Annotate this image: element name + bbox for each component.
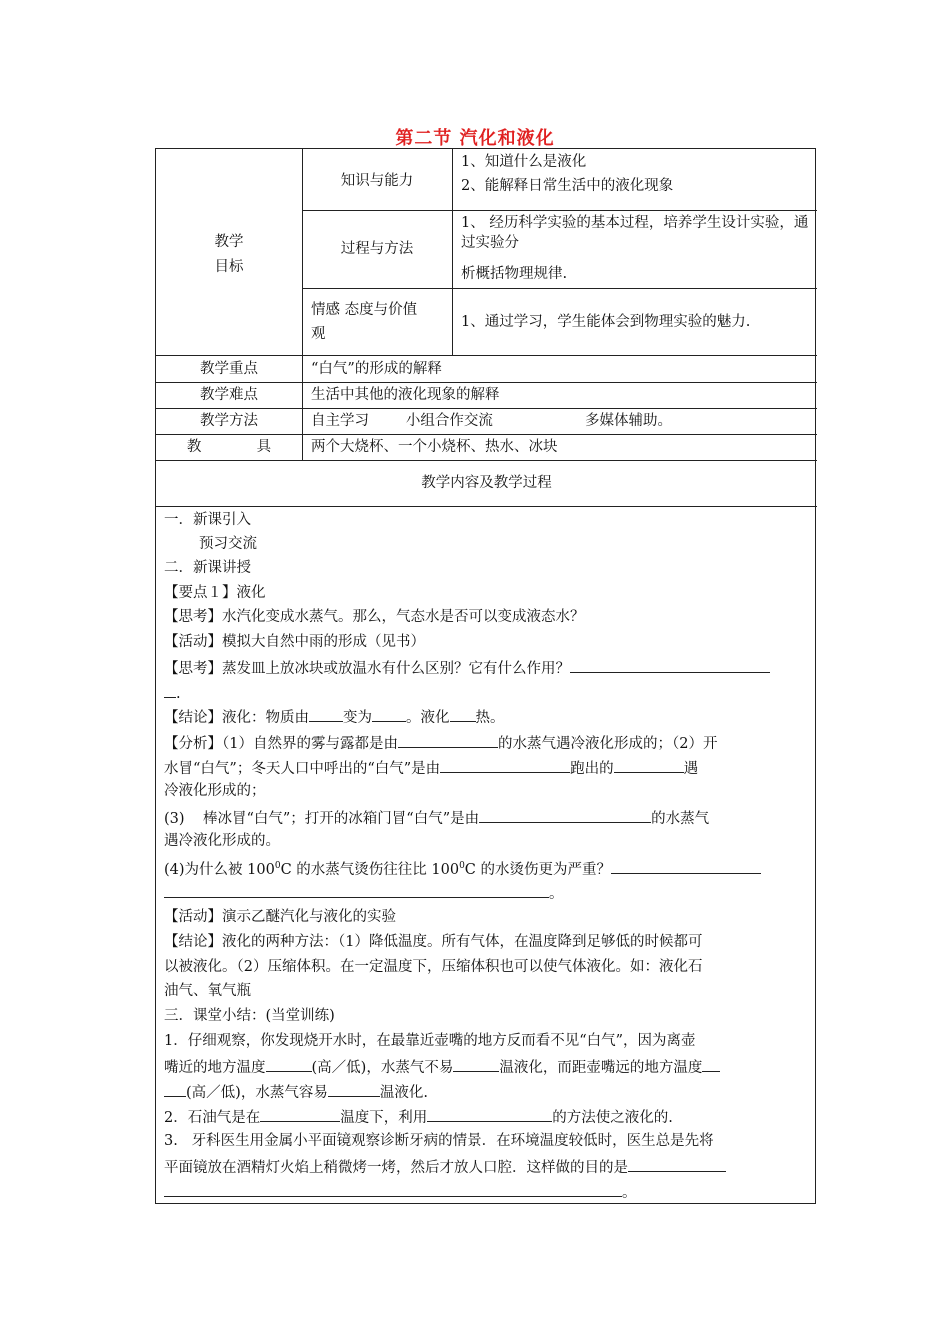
content-line <box>164 757 698 779</box>
content-line: 【结论】液化的两种方法：（1）降低温度。所有气体，在温度降到足够低的时候都可 <box>164 934 703 950</box>
knowledge-item-2: 2、能解释日常生活中的液化现象 <box>461 178 674 194</box>
content-line: 冷液化形成的； <box>164 783 266 799</box>
divider <box>156 382 817 383</box>
process-item: 1、 经历科学实验的基本过程，培养学生设计实验，通过实验分 <box>461 215 809 251</box>
knowledge-label: 知识与能力 <box>340 173 414 189</box>
content-text: 。 <box>622 1185 637 1201</box>
content-text: 的水蒸气遇冷液化形成的；（2）开 <box>497 736 718 752</box>
answer-blank[interactable] <box>164 1181 622 1197</box>
content-text: 。液化 <box>406 710 450 726</box>
answer-blank[interactable] <box>372 706 406 722</box>
content-line <box>164 732 717 754</box>
emotion-label-2: 观 <box>311 326 326 342</box>
content-text: 【分析】（1）自然界的雾与露都是由 <box>164 736 398 752</box>
content-line <box>164 1156 726 1178</box>
content-text: 嘴近的地方温度 <box>164 1060 266 1076</box>
content-text: (高／低)，水蒸气容易 <box>186 1085 328 1101</box>
row-label: 教学方法 <box>200 413 258 429</box>
divider <box>156 408 817 409</box>
objectives-label-2: 目标 <box>214 259 244 275</box>
content-line <box>164 882 564 904</box>
answer-blank[interactable] <box>164 682 176 698</box>
row-label: 教 具 <box>186 439 272 455</box>
content-text: 温度下，利用 <box>340 1110 428 1126</box>
content-line: 遇冷液化形成的。 <box>164 833 280 849</box>
content-text: (4)为什么被 100 <box>164 861 275 878</box>
content-text: 【思考】蒸发皿上放冰块或放温水有什么区别？它有什么作用？ <box>164 661 570 677</box>
content-text: (高／低)，水蒸气不易 <box>311 1060 454 1076</box>
content-line: 以被液化。（2）压缩体积。在一定温度下，压缩体积也可以使气体液化。如：液化石 <box>164 959 703 975</box>
divider <box>302 210 817 211</box>
answer-blank[interactable] <box>398 732 498 748</box>
content-text: 热。 <box>475 710 505 726</box>
content-text: 的水蒸气 <box>651 811 710 827</box>
content-text: . <box>176 686 181 702</box>
process-item-2: 析概括物理规律. <box>461 266 568 282</box>
divider <box>302 288 817 289</box>
content-line: 3. 牙科医生用金属小平面镜观察诊断牙病的情景．在环境温度较低时，医生总是先将 <box>164 1133 714 1149</box>
answer-blank[interactable] <box>702 1056 720 1072</box>
answer-blank[interactable] <box>328 1081 380 1097</box>
content-line: 三．课堂小结：(当堂训练) <box>164 1008 335 1024</box>
section-header: 教学内容及教学过程 <box>421 475 552 491</box>
answer-blank[interactable] <box>266 1056 312 1072</box>
content-text: C 的水蒸气烫伤往往比 100 <box>280 861 460 878</box>
content-text: 。 <box>549 886 564 902</box>
row-value: 生活中其他的液化现象的解释 <box>311 387 500 403</box>
content-line: 【要点１】液化 <box>164 585 266 601</box>
divider <box>156 506 817 507</box>
content-text: 温液化，而距壶嘴远的地方温度 <box>499 1060 703 1076</box>
content-line: 预习交流 <box>199 536 257 552</box>
content-text: 温液化. <box>379 1085 428 1101</box>
content-line <box>164 856 761 880</box>
answer-blank[interactable] <box>611 858 761 874</box>
row-value: 自主学习 小组合作交流 多媒体辅助。 <box>311 413 673 429</box>
content-line: 一．新课引入 <box>164 512 251 528</box>
content-line <box>164 1081 428 1103</box>
answer-blank[interactable] <box>164 1081 186 1097</box>
answer-blank[interactable] <box>453 1056 499 1072</box>
divider <box>156 434 817 435</box>
superscript: 0 <box>459 861 465 871</box>
emotion-label: 情感 态度与价值 <box>311 302 418 318</box>
row-value: “白气”的形成的解释 <box>311 361 442 377</box>
row-label: 教学重点 <box>200 361 258 377</box>
content-text: 遇 <box>683 761 699 777</box>
content-text: 变为 <box>343 710 372 726</box>
answer-blank[interactable] <box>260 1106 340 1122</box>
content-line <box>164 657 770 679</box>
row-value: 两个大烧杯、一个小烧杯、热水、冰块 <box>311 439 558 455</box>
emotion-item: 1、通过学习，学生能体会到物理实验的魅力. <box>461 314 751 330</box>
objectives-label: 教学 <box>214 234 244 250</box>
content-line <box>164 807 709 829</box>
content-text: (3) 棒冰冒“白气”；打开的冰箱门冒“白气”是由 <box>164 811 480 827</box>
divider <box>156 355 817 356</box>
divider <box>156 460 817 461</box>
knowledge-item-1: 1、知道什么是液化 <box>461 154 587 170</box>
content-line: 二．新课讲授 <box>164 560 251 576</box>
content-text: 【结论】液化：物质由 <box>164 710 309 726</box>
page-title: 第二节 汽化和液化 <box>395 128 555 149</box>
lesson-plan-table <box>155 148 816 1204</box>
answer-blank[interactable] <box>628 1156 726 1172</box>
content-line <box>164 682 181 704</box>
content-text: 平面镜放在酒精灯火焰上稍微烤一烤，然后才放人口腔．这样做的目的是 <box>164 1160 628 1176</box>
answer-blank[interactable] <box>440 757 570 773</box>
content-text: 水冒“白气”；冬天人口中呼出的“白气”是由 <box>164 761 441 777</box>
content-line <box>164 706 505 728</box>
content-text: C 的水烫伤更为严重？ <box>464 861 611 878</box>
answer-blank[interactable] <box>479 807 651 823</box>
answer-blank[interactable] <box>450 706 476 722</box>
content-line: 1．仔细观察，你发现烧开水时，在最靠近壶嘴的地方反而看不见“白气”，因为离壶 <box>164 1033 696 1049</box>
superscript: 0 <box>274 861 281 871</box>
answer-blank[interactable] <box>570 657 770 673</box>
content-text: 跑出的 <box>570 761 614 777</box>
answer-blank[interactable] <box>614 757 684 773</box>
content-line <box>164 1181 637 1203</box>
content-line: 油气、氧气瓶 <box>164 983 251 999</box>
answer-blank[interactable] <box>164 882 549 898</box>
content-line: 【思考】水汽化变成水蒸气。那么，气态水是否可以变成液态水？ <box>164 609 585 625</box>
row-label: 教学难点 <box>200 387 258 403</box>
divider <box>452 149 453 355</box>
content-line <box>164 1106 673 1128</box>
content-line <box>164 1056 720 1078</box>
content-line: 【活动】演示乙醚汽化与液化的实验 <box>164 909 396 925</box>
answer-blank[interactable] <box>427 1106 552 1122</box>
answer-blank[interactable] <box>309 706 343 722</box>
content-text: 的方法使之液化的. <box>552 1110 673 1126</box>
content-line: 【活动】模拟大自然中雨的形成（见书） <box>164 634 425 650</box>
content-text: 2．石油气是在 <box>164 1110 261 1126</box>
process-label: 过程与方法 <box>340 241 414 257</box>
divider <box>302 355 303 460</box>
